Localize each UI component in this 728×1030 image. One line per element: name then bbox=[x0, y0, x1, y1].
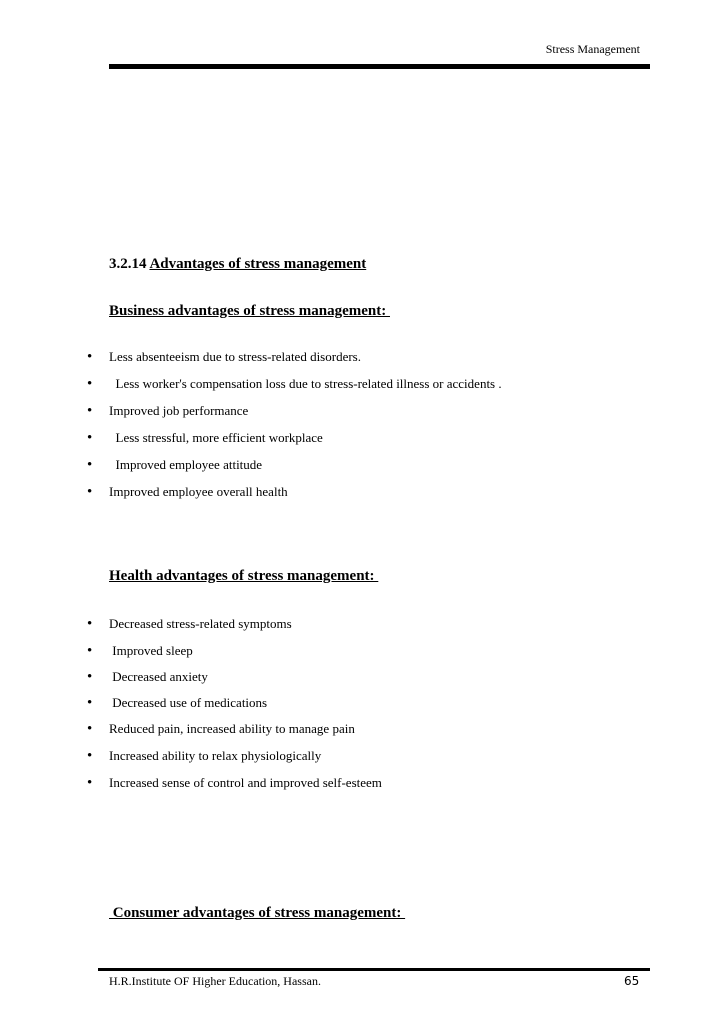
list-item-text: Improved employee overall health bbox=[109, 484, 288, 499]
bullet-icon: • bbox=[87, 643, 93, 659]
list-item-text: Increased ability to relax physiologically bbox=[109, 748, 322, 763]
business-advantages-heading: Business advantages of stress management: bbox=[109, 303, 390, 319]
footer-institution: H.R.Institute OF Higher Education, Hassan. bbox=[109, 974, 321, 988]
list-item-text: Less stressful, more efficient workplace bbox=[109, 430, 323, 445]
list-item-text: Improved job performance bbox=[109, 403, 249, 418]
list-item-text: Decreased stress-related symptoms bbox=[109, 616, 292, 631]
bullet-icon: • bbox=[87, 669, 93, 685]
section-heading bbox=[109, 256, 366, 273]
bullet-icon: • bbox=[87, 430, 93, 446]
bullet-icon: • bbox=[87, 695, 93, 711]
bullet-icon: • bbox=[87, 748, 93, 764]
bullet-icon: • bbox=[87, 721, 93, 737]
footer-rule bbox=[98, 968, 650, 971]
list-item-text: Reduced pain, increased ability to manage pain bbox=[109, 721, 355, 736]
bullet-icon: • bbox=[87, 349, 93, 365]
list-item-text: Improved employee attitude bbox=[109, 457, 263, 472]
list-item-text: Less worker's compensation loss due to stress-related illness or accidents . bbox=[109, 376, 502, 391]
list-item-text: Decreased anxiety bbox=[109, 669, 208, 684]
health-advantages-heading: Health advantages of stress management: bbox=[109, 568, 379, 584]
consumer-advantages-heading: Consumer advantages of stress management: bbox=[109, 905, 406, 921]
list-item-text: Improved sleep bbox=[109, 643, 193, 658]
list-item-text: Increased sense of control and improved self-esteem bbox=[109, 775, 382, 790]
bullet-icon: • bbox=[87, 616, 93, 632]
list-item-text: Less absenteeism due to stress-related disorders. bbox=[109, 349, 361, 364]
running-header-title: Stress Management bbox=[545, 42, 640, 56]
header-rule bbox=[109, 64, 650, 69]
list-item-text: Decreased use of medications bbox=[109, 695, 268, 710]
page-number: 65 bbox=[624, 974, 640, 988]
bullet-icon: • bbox=[87, 484, 93, 500]
bullet-icon: • bbox=[87, 403, 93, 419]
bullet-icon: • bbox=[87, 376, 93, 392]
bullet-icon: • bbox=[87, 457, 93, 473]
section-number: 3.2.14 bbox=[109, 256, 150, 272]
bullet-icon: • bbox=[87, 775, 93, 791]
section-title: Advantages of stress management bbox=[149, 256, 367, 272]
